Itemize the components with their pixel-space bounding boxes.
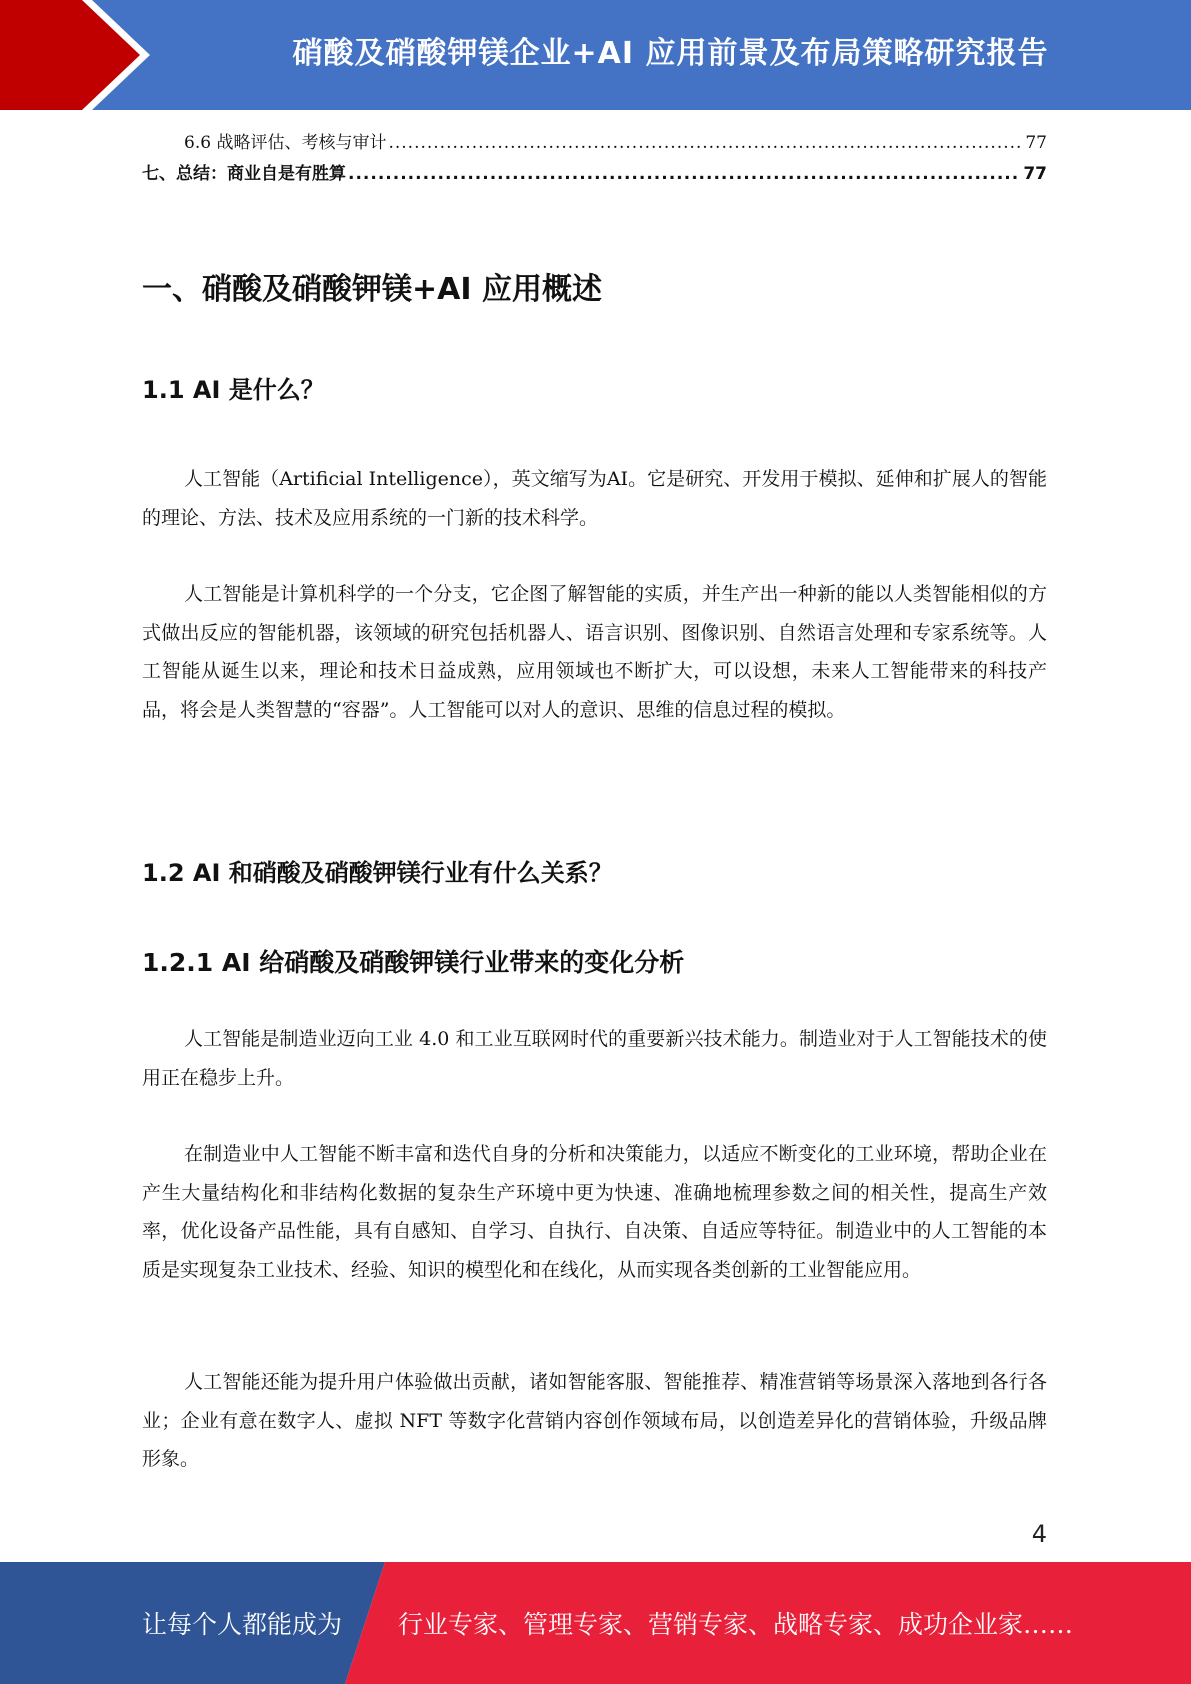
paragraph: 人工智能是计算机科学的一个分支，它企图了解智能的实质，并生产出一种新的能以人类智能相似的方式做出反应的智能机器，该领域的研究包括机器人、语言识别、图像识别、自然语言处理和专家系统等。人工智能从诞生以来，理论和技术日益成熟，应用领域也不断扩大，可以设想，未来人工智能带来的科技产品，将会是人类智慧的“容器”。人工智能可以对人的意识、思维的信息过程的模拟。 — [142, 583, 1047, 721]
toc-entry-page: 77 — [1023, 164, 1047, 184]
toc-entry[interactable] — [142, 162, 1047, 186]
section-heading-1-2: 1.2 AI 和硝酸及硝酸钾镁行业有什么关系？ — [142, 859, 613, 887]
paragraph: 人工智能（Artificial Intelligence），英文缩写为AI。它是研究、开发用于模拟、延伸和扩展人的智能的理论、方法、技术及应用系统的一门新的技术科学。 — [142, 468, 1047, 529]
report-title: 硝酸及硝酸钾镁企业+AI 应用前景及布局策略研究报告 — [292, 36, 1049, 71]
footer-slogan-right: 行业专家、管理专家、营销专家、战略专家、成功企业家…… — [398, 1610, 1074, 1639]
toc-entry[interactable] — [142, 131, 1047, 155]
section-heading-1-1: 1.1 AI 是什么？ — [142, 376, 325, 404]
section-heading-1: 一、硝酸及硝酸钾镁+AI 应用概述 — [142, 272, 602, 307]
toc-entry-page: 77 — [1025, 133, 1047, 153]
section-heading-1-2-1: 1.2.1 AI 给硝酸及硝酸钾镁行业带来的变化分析 — [142, 948, 685, 977]
page-number: 4 — [1031, 1520, 1047, 1548]
toc-leader-dots — [348, 162, 1021, 186]
footer-slogan-left: 让每个人都能成为 — [142, 1610, 343, 1639]
paragraph: 人工智能还能为提升用户体验做出贡献，诸如智能客服、智能推荐、精准营销等场景深入落地到各行各业；企业有意在数字人、虚拟 NFT 等数字化营销内容创作领域布局，以创造差异化的营销体验，升级品牌形象。 — [142, 1371, 1047, 1470]
toc-entry-label: 6.6 战略评估、考核与审计 — [184, 133, 387, 153]
header-banner — [0, 0, 1191, 110]
paragraph: 在制造业中人工智能不断丰富和迭代自身的分析和决策能力，以适应不断变化的工业环境，帮助企业在产生大量结构化和非结构化数据的复杂生产环境中更为快速、准确地梳理参数之间的相关性，提高生产效率，优化设备产品性能，具有自感知、自学习、自执行、自决策、自适应等特征。制造业中的人工智能的本质是实现复杂工业技术、经验、知识的模型化和在线化，从而实现各类创新的工业智能应用。 — [142, 1143, 1047, 1281]
paragraph: 人工智能是制造业迈向工业 4.0 和工业互联网时代的重要新兴技术能力。制造业对于人工智能技术的使用正在稳步上升。 — [142, 1028, 1047, 1089]
footer-banner — [0, 1562, 1191, 1684]
toc-leader-dots — [388, 131, 1023, 155]
toc-entry-label: 七、总结：商业自是有胜算 — [142, 164, 346, 184]
header-arrow-decoration — [0, 0, 160, 110]
